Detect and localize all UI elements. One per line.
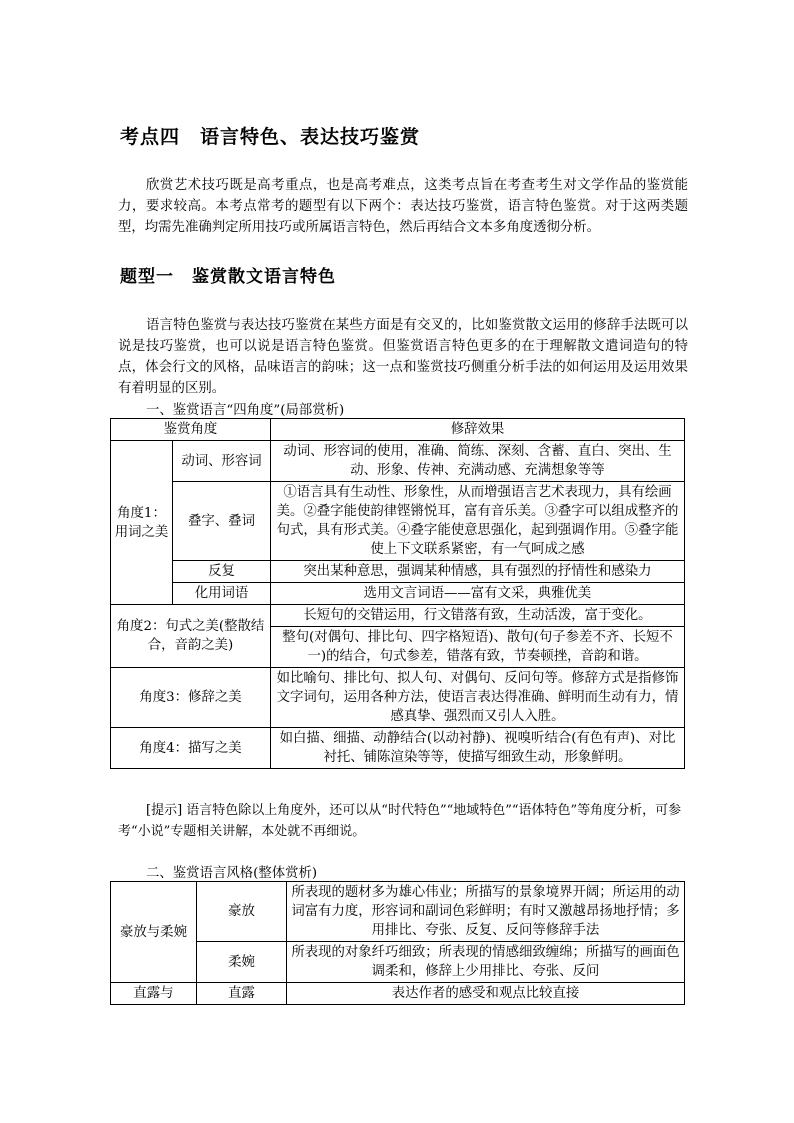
table-row	[111, 441, 685, 482]
table-row	[111, 668, 685, 728]
table-row	[111, 942, 685, 983]
language-angles-table	[110, 418, 685, 769]
subsection-heading	[120, 262, 336, 287]
heading-number: 考点四	[120, 126, 181, 148]
style-desc-cell: 表达作者的感受和观点比较直接	[287, 983, 685, 1005]
sub-angle-cell: 化用词语	[173, 583, 271, 605]
tip-note	[118, 800, 688, 842]
style-name-cell: 柔婉	[197, 942, 287, 983]
effect-cell: 选用文言词语——富有文采，典雅优美	[271, 583, 685, 605]
angle3-cell: 角度3：修辞之美	[111, 668, 271, 728]
intro-paragraph: 欣赏艺术技巧既是高考重点，也是高考难点，这类考点旨在考查考生对文学作品的鉴赏能力，要求较高。本考点常考的题型有以下两个：表达技巧鉴赏，语言特色鉴赏。对于这两类题型，均需先准确判定所用技巧或所属语言特色，然后再结合文本多角度透彻分析。	[118, 178, 688, 235]
style-group-cell: 豪放与柔婉	[111, 882, 197, 983]
table-row	[111, 583, 685, 605]
style-name-cell: 豪放	[197, 882, 287, 942]
table2-caption: 二、鉴赏语言风格(整体赏析)	[146, 866, 318, 881]
table-header-row	[111, 419, 685, 441]
angle4-cell: 角度4：描写之美	[111, 728, 271, 769]
table-row	[111, 728, 685, 769]
subsection-title: 鉴赏散文语言特色	[192, 267, 336, 287]
table-row	[111, 482, 685, 561]
effect-cell: 突出某种意思，强调某种情感，具有强烈的抒情性和感染力	[271, 561, 685, 583]
angle1-cell: 角度1：用词之美	[111, 441, 173, 605]
effect-cell: 如比喻句、排比句、拟人句、对偶句、反问句等。修辞方式是指修饰文字词句，运用各种方法，使语言表达得准确、鲜明而生动有力，情感真挚、强烈而又引人入胜。	[271, 668, 685, 728]
effect-cell: 整句(对偶句、排比句、四字格短语)、散句(句子参差不齐、长短不一)的结合，句式参差，错落有致，节奏顿挫，音韵和谐。	[271, 627, 685, 668]
tip-label: [提示]	[146, 803, 183, 818]
style-group-cell: 直露与	[111, 983, 197, 1005]
effect-cell: 动词、形容词的使用，准确、简练、深刻、含蓄、直白、突出、生动、形象、传神、充满动感、充满想象等等	[271, 441, 685, 482]
section-heading	[120, 122, 420, 149]
table-row	[111, 983, 685, 1005]
tip-text: 语言特色除以上角度外，还可以从“时代特色”“地域特色”“语体特色”等角度分析，可参考“小说”专题相关讲解，本处就不再细说。	[118, 803, 682, 839]
sub-angle-cell: 叠字、叠词	[173, 482, 271, 561]
table1-caption: 一、鉴赏语言“四角度”(局部赏析)	[146, 403, 345, 418]
style-desc-cell: 所表现的对象纤巧细致；所表现的情感细致缠绵；所描写的画面色调柔和，修辞上少用排比、夸张、反问	[287, 942, 685, 983]
style-name-cell: 直露	[197, 983, 287, 1005]
table-row	[111, 882, 685, 942]
style-desc-cell: 所表现的题材多为雄心伟业；所描写的景象境界开阔；所运用的动词富有力度，形容词和副词色彩鲜明；有时又激越昂扬地抒情；多用排比、夸张、反复、反问等修辞手法	[287, 882, 685, 942]
heading-title: 语言特色、表达技巧鉴赏	[200, 126, 421, 148]
effect-cell: 如白描、细描、动静结合(以动衬静)、视嗅听结合(有色有声)、对比衬托、铺陈渲染等等，使描写细致生动，形象鲜明。	[271, 728, 685, 769]
section1-paragraph: 语言特色鉴赏与表达技巧鉴赏在某些方面是有交叉的，比如鉴赏散文运用的修辞手法既可以说是技巧鉴赏，也可以说是语言特色鉴赏。但鉴赏语言特色更多的在于理解散文遣词造句的特点，体会行文的风格，品味语言的韵味；这一点和鉴赏技巧侧重分析手法的如何运用及运用效果有着明显的区别。	[118, 318, 688, 396]
table-row	[111, 605, 685, 627]
effect-cell: 长短句的交错运用，行文错落有致，生动活泼，富于变化。	[271, 605, 685, 627]
sub-angle-cell: 动词、形容词	[173, 441, 271, 482]
subsection-number: 题型一	[120, 267, 174, 287]
effect-cell: ①语言具有生动性、形象性，从而增强语言艺术表现力，具有绘画美。②叠字能使韵律铿锵悦耳，富有音乐美。③叠字可以组成整齐的句式，具有形式美。④叠字能使意思强化，起到强调作用。⑤叠字能使上下文联系紧密，有一气呵成之感	[271, 482, 685, 561]
sub-angle-cell: 反复	[173, 561, 271, 583]
angle2-cell: 角度2：句式之美(整散结合，音韵之美)	[111, 605, 271, 668]
header-effect: 修辞效果	[271, 419, 685, 441]
language-style-table	[110, 881, 685, 1005]
header-angle: 鉴赏角度	[111, 419, 271, 441]
table-row	[111, 561, 685, 583]
